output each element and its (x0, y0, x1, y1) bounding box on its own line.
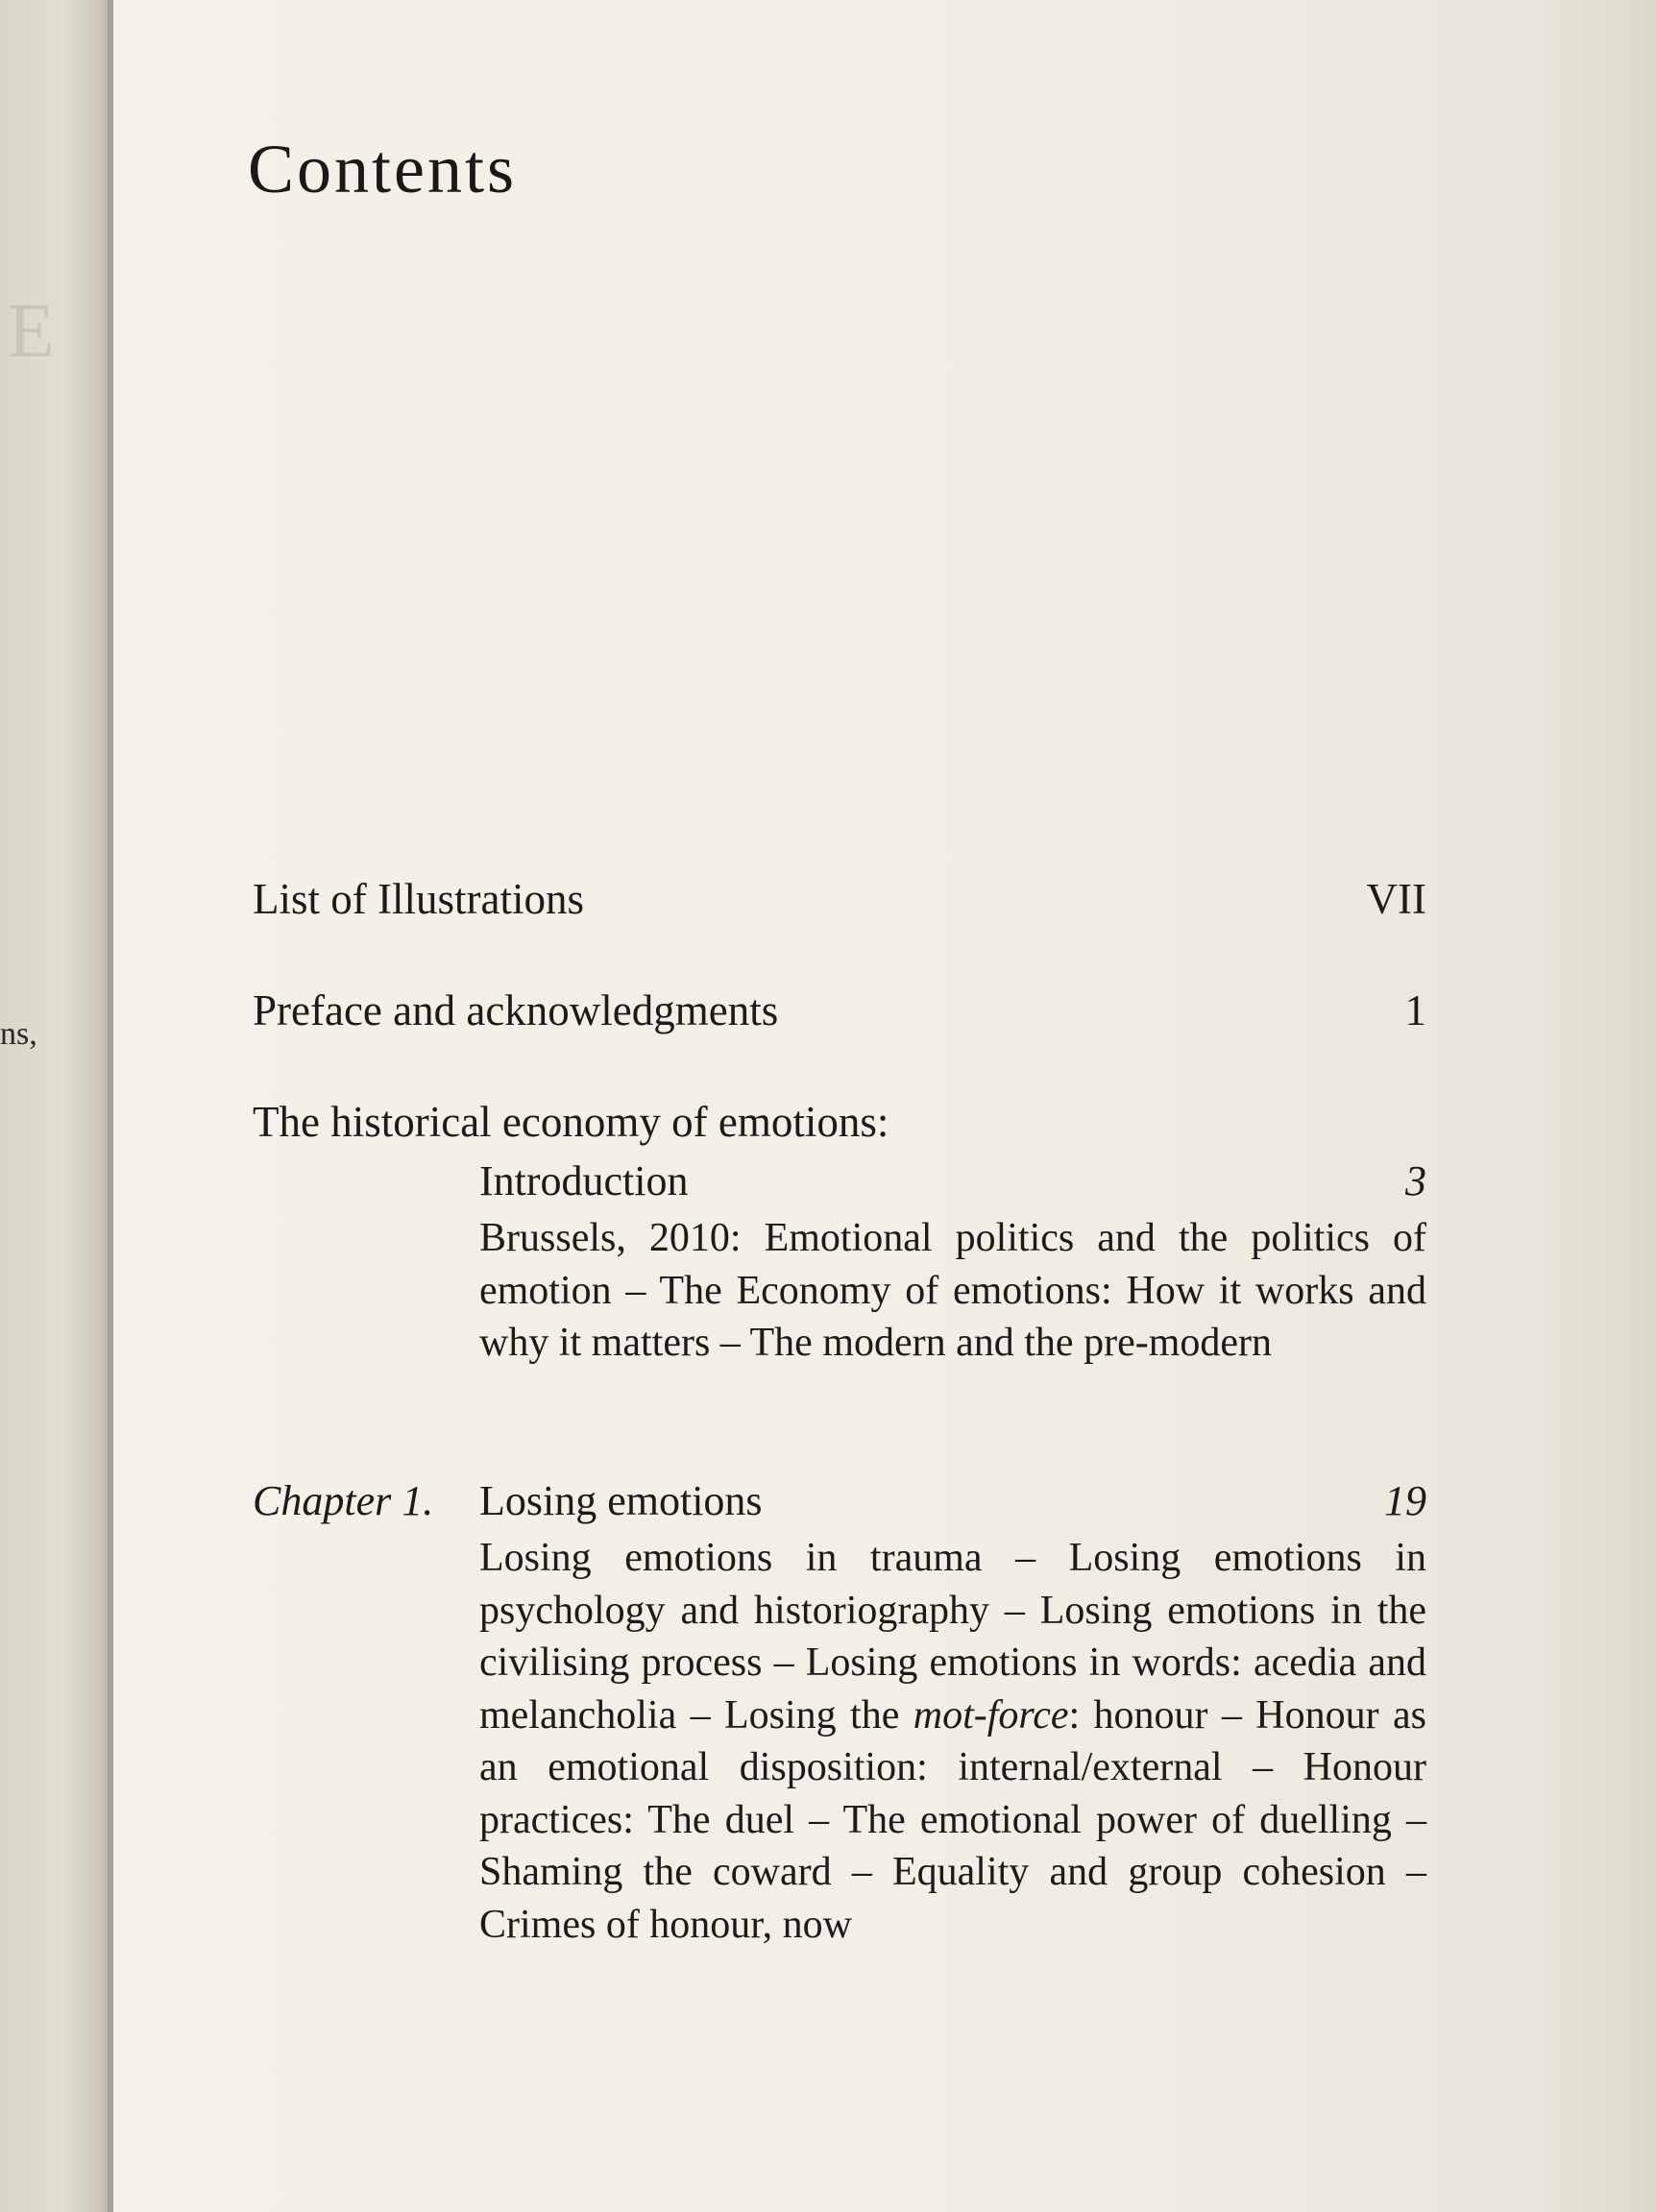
facing-page-text-fragment: ns, (0, 1016, 37, 1052)
toc-entry-label: The historical economy of emotions: (253, 1098, 889, 1146)
page-title: Contents (248, 131, 518, 207)
toc-chapter1-description (479, 1532, 1426, 1951)
toc-page-number: 19 (1384, 1477, 1426, 1524)
toc-entry-illustrations (253, 873, 1426, 925)
facing-page (0, 0, 113, 2212)
toc-subentry-label: Introduction (479, 1157, 689, 1204)
toc-page-number: VII (1366, 875, 1426, 923)
facing-page-ghost-letter: E (8, 289, 55, 374)
toc-subentry-introduction (479, 1155, 1426, 1207)
toc-chapter1-heading (479, 1475, 1426, 1527)
contents-page (113, 0, 1656, 2212)
desc-part-before: Losing emotions in trauma – Losing emotions in psychology and historiography – Losing emotions in the civilising process – Losing emotions in words: acedia and melancholia – Losing the (479, 1536, 1426, 1738)
toc-entry-historical-economy (253, 1096, 1426, 1148)
toc-entry-label: List of Illustrations (253, 875, 584, 923)
toc-page-number: 3 (1405, 1157, 1426, 1204)
toc-chapter-title: Losing emotions (479, 1477, 763, 1524)
toc-introduction-description: Brussels, 2010: Emotional politics and the politics of emotion – The Economy of emotions: How it works and why it matters – The modern and the pre-modern (479, 1216, 1426, 1365)
desc-part-after: : honour – Honour as an emotional disposition: internal/external – Honour practices: The duel – The emotional power of duelling – Shaming the coward – Equality and group cohesion – Crimes of honour, now (479, 1692, 1426, 1947)
toc-page-number: 1 (1404, 986, 1426, 1034)
desc-part-italic: mot-force (913, 1692, 1069, 1738)
toc-chapter-number: Chapter 1. (253, 1477, 434, 1524)
toc-entry-label: Preface and acknowledgments (253, 986, 779, 1034)
toc-entry-preface (253, 984, 1426, 1036)
